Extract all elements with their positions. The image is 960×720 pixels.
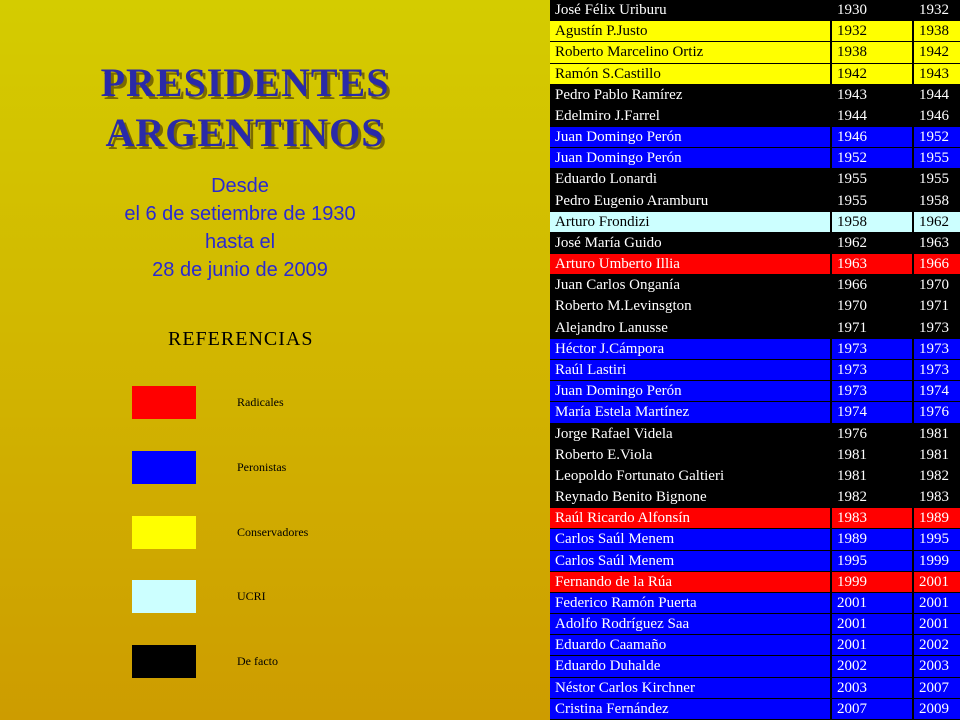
column-divider [830, 466, 832, 487]
table-row [550, 85, 960, 106]
president-name: Roberto E.Viola [555, 446, 653, 463]
table-row [550, 445, 960, 466]
term-start-year: 1974 [837, 404, 867, 421]
president-name: Néstor Carlos Kirchner [555, 679, 695, 696]
president-name: Adolfo Rodríguez Saa [555, 616, 690, 633]
president-name: Jorge Rafael Videla [555, 425, 673, 442]
term-end-year: 1973 [919, 362, 949, 378]
title-line-1: PRESIDENTES [100, 60, 390, 105]
title-line-2: ARGENTINOS [105, 110, 385, 155]
president-name: José María Guido [555, 234, 662, 251]
column-divider [912, 360, 914, 381]
table-row [550, 699, 960, 720]
president-name: Federico Ramón Puerta [555, 594, 697, 611]
table-row [550, 233, 960, 254]
term-end-year: 1976 [919, 404, 949, 421]
term-start-year: 1952 [837, 150, 867, 167]
reference-label: UCRI [237, 589, 266, 603]
column-divider [912, 593, 914, 614]
table-row [550, 466, 960, 487]
term-end-year: 1970 [919, 277, 949, 294]
subtitle-line: hasta el [204, 231, 276, 253]
president-name: Raúl Ricardo Alfonsín [555, 510, 690, 527]
term-start-year: 2003 [837, 679, 867, 696]
column-divider [912, 85, 914, 106]
reference-label: De facto [237, 654, 278, 668]
color-swatch [132, 386, 196, 419]
column-divider [830, 656, 832, 677]
president-name: Eduardo Duhalde [555, 658, 661, 675]
term-end-year: 1958 [919, 192, 949, 209]
term-start-year: 1958 [837, 213, 867, 230]
term-end-year: 1955 [919, 171, 949, 188]
column-divider [830, 339, 832, 360]
column-divider [830, 635, 832, 656]
column-divider [912, 64, 914, 85]
term-start-year: 1946 [837, 129, 867, 146]
table-row [550, 318, 960, 339]
column-divider [830, 148, 832, 169]
column-divider [912, 424, 914, 445]
term-end-year: 2001 [919, 573, 949, 590]
term-end-year: 2002 [919, 637, 949, 654]
column-divider [912, 614, 914, 635]
term-start-year: 1995 [837, 552, 867, 569]
term-end-year: 1963 [919, 234, 949, 251]
column-divider [830, 614, 832, 635]
term-end-year: 1981 [919, 446, 949, 463]
column-divider [912, 21, 914, 42]
term-start-year: 1932 [837, 23, 867, 40]
color-swatch [132, 645, 196, 678]
table-row [550, 106, 960, 127]
term-start-year: 1973 [837, 383, 867, 400]
reference-label: Radicales [237, 395, 284, 409]
term-end-year: 1952 [919, 129, 949, 146]
term-end-year: 1995 [919, 531, 949, 548]
president-name: Agustín P.Justo [555, 23, 648, 40]
references-title: REFERENCIAS [168, 328, 314, 350]
president-name: Juan Carlos Onganía [555, 277, 680, 294]
term-end-year: 1982 [919, 467, 949, 484]
table-row [550, 254, 960, 275]
president-name: Ramón S.Castillo [555, 65, 661, 82]
president-name: Fernando de la Rúa [555, 573, 673, 590]
subtitle-line: el 6 de setiembre de 1930 [124, 203, 356, 225]
table-row [550, 614, 960, 635]
president-name: Juan Domingo Perón [555, 150, 682, 167]
date-range-subtitle [90, 172, 390, 284]
table-row [550, 402, 960, 423]
term-start-year: 2001 [837, 616, 867, 633]
president-name: Roberto Marcelino Ortiz [555, 44, 704, 61]
column-divider [912, 0, 914, 21]
column-divider [912, 635, 914, 656]
term-end-year: 1966 [919, 256, 949, 273]
column-divider [912, 191, 914, 212]
term-start-year: 1983 [837, 510, 867, 527]
column-divider [912, 551, 914, 572]
column-divider [830, 508, 832, 529]
term-start-year: 1962 [837, 234, 867, 251]
table-row [550, 339, 960, 360]
term-end-year: 1973 [919, 319, 949, 336]
column-divider [830, 699, 832, 720]
term-start-year: 1930 [837, 2, 867, 18]
term-end-year: 2001 [919, 594, 949, 611]
column-divider [830, 593, 832, 614]
term-end-year: 1971 [919, 298, 949, 315]
term-end-year: 1981 [919, 425, 949, 442]
column-divider [830, 487, 832, 508]
term-start-year: 2001 [837, 637, 867, 654]
column-divider [912, 381, 914, 402]
term-start-year: 2001 [837, 594, 867, 611]
column-divider [830, 529, 832, 550]
column-divider [912, 169, 914, 190]
term-end-year: 1938 [919, 23, 949, 40]
reference-label: Peronistas [237, 460, 287, 474]
column-divider [912, 508, 914, 529]
column-divider [830, 445, 832, 466]
column-divider [830, 572, 832, 593]
column-divider [830, 424, 832, 445]
term-start-year: 1966 [837, 277, 867, 294]
term-start-year: 1999 [837, 573, 867, 590]
column-divider [830, 127, 832, 148]
term-end-year: 1942 [919, 44, 949, 61]
term-end-year: 1962 [919, 213, 949, 230]
page-title [60, 58, 430, 158]
president-name: José Félix Uriburu [555, 2, 667, 18]
column-divider [830, 381, 832, 402]
column-divider [830, 233, 832, 254]
column-divider [830, 169, 832, 190]
term-end-year: 1999 [919, 552, 949, 569]
column-divider [830, 402, 832, 423]
table-row [550, 42, 960, 63]
president-name: Carlos Saúl Menem [555, 531, 675, 548]
term-start-year: 1973 [837, 340, 867, 357]
term-end-year: 2001 [919, 616, 949, 633]
column-divider [830, 42, 832, 63]
table-row [550, 21, 960, 42]
term-end-year: 1983 [919, 489, 949, 506]
reference-label: Conservadores [237, 525, 309, 539]
table-row [550, 0, 960, 21]
subtitle-line: 28 de junio de 2009 [152, 259, 328, 281]
column-divider [912, 148, 914, 169]
column-divider [912, 318, 914, 339]
column-divider [912, 699, 914, 720]
column-divider [830, 212, 832, 233]
column-divider [830, 191, 832, 212]
color-swatch [132, 516, 196, 549]
term-end-year: 1989 [919, 510, 949, 527]
president-name: Juan Domingo Perón [555, 129, 682, 146]
term-end-year: 2007 [919, 679, 949, 696]
table-row [550, 275, 960, 296]
column-divider [912, 656, 914, 677]
table-row [550, 169, 960, 190]
column-divider [912, 487, 914, 508]
term-end-year: 1955 [919, 150, 949, 167]
column-divider [830, 360, 832, 381]
president-name: Carlos Saúl Menem [555, 552, 675, 569]
column-divider [830, 0, 832, 21]
term-start-year: 1971 [837, 319, 867, 336]
term-start-year: 1981 [837, 446, 867, 463]
column-divider [830, 64, 832, 85]
term-start-year: 1973 [837, 362, 867, 378]
column-divider [912, 233, 914, 254]
table-row [550, 508, 960, 529]
president-name: Raúl Lastiri [555, 362, 627, 378]
term-start-year: 1955 [837, 192, 867, 209]
table-row [550, 424, 960, 445]
column-divider [912, 402, 914, 423]
president-name: Pedro Eugenio Aramburu [555, 192, 709, 209]
table-row [550, 191, 960, 212]
president-name: Arturo Umberto Illia [555, 256, 680, 273]
column-divider [912, 42, 914, 63]
table-row [550, 678, 960, 699]
term-end-year: 2003 [919, 658, 949, 675]
president-name: Alejandro Lanusse [555, 319, 668, 336]
subtitle-line: Desde [211, 175, 269, 197]
column-divider [912, 339, 914, 360]
column-divider [912, 127, 914, 148]
column-divider [912, 678, 914, 699]
table-row [550, 593, 960, 614]
president-name: Leopoldo Fortunato Galtieri [555, 467, 725, 484]
column-divider [912, 529, 914, 550]
term-start-year: 1963 [837, 256, 867, 273]
table-row [550, 296, 960, 317]
color-swatch [132, 451, 196, 484]
column-divider [912, 572, 914, 593]
term-end-year: 2009 [919, 700, 949, 717]
table-row [550, 212, 960, 233]
president-name: Edelmiro J.Farrel [555, 107, 660, 124]
president-name: Roberto M.Levinsgton [555, 298, 692, 315]
column-divider [912, 296, 914, 317]
president-name: Arturo Frondizi [555, 213, 650, 230]
table-row [550, 487, 960, 508]
table-row [550, 360, 960, 381]
president-name: Eduardo Lonardi [555, 171, 658, 188]
term-end-year: 1932 [919, 2, 949, 18]
table-row [550, 381, 960, 402]
president-name: Cristina Fernández [555, 700, 669, 717]
term-start-year: 1938 [837, 44, 867, 61]
term-start-year: 1982 [837, 489, 867, 506]
term-end-year: 1974 [919, 383, 949, 400]
table-row [550, 635, 960, 656]
column-divider [912, 445, 914, 466]
president-name: María Estela Martínez [555, 404, 690, 421]
term-start-year: 1989 [837, 531, 867, 548]
president-name: Eduardo Caamaño [555, 637, 667, 654]
table-row [550, 551, 960, 572]
term-start-year: 1943 [837, 86, 867, 103]
column-divider [830, 85, 832, 106]
term-start-year: 2007 [837, 700, 867, 717]
president-name: Juan Domingo Perón [555, 383, 682, 400]
table-row [550, 656, 960, 677]
term-start-year: 2002 [837, 658, 867, 675]
column-divider [830, 106, 832, 127]
term-end-year: 1973 [919, 340, 949, 357]
column-divider [912, 466, 914, 487]
column-divider [830, 678, 832, 699]
term-start-year: 1976 [837, 425, 867, 442]
term-start-year: 1981 [837, 467, 867, 484]
column-divider [830, 318, 832, 339]
term-start-year: 1970 [837, 298, 867, 315]
table-row [550, 127, 960, 148]
table-row [550, 148, 960, 169]
presidents-table [550, 0, 960, 720]
column-divider [830, 254, 832, 275]
column-divider [830, 275, 832, 296]
term-start-year: 1955 [837, 171, 867, 188]
column-divider [830, 296, 832, 317]
president-name: Reynado Benito Bignone [555, 489, 707, 506]
president-name: Pedro Pablo Ramírez [555, 86, 683, 103]
table-row [550, 529, 960, 550]
column-divider [912, 212, 914, 233]
column-divider [912, 275, 914, 296]
term-end-year: 1943 [919, 65, 949, 82]
column-divider [830, 551, 832, 572]
color-swatch [132, 580, 196, 613]
term-end-year: 1946 [919, 107, 949, 124]
term-end-year: 1944 [919, 86, 949, 103]
column-divider [912, 106, 914, 127]
table-row [550, 572, 960, 593]
column-divider [830, 21, 832, 42]
president-name: Héctor J.Cámpora [555, 340, 665, 357]
column-divider [912, 254, 914, 275]
term-start-year: 1942 [837, 65, 867, 82]
table-row [550, 64, 960, 85]
term-start-year: 1944 [837, 107, 867, 124]
